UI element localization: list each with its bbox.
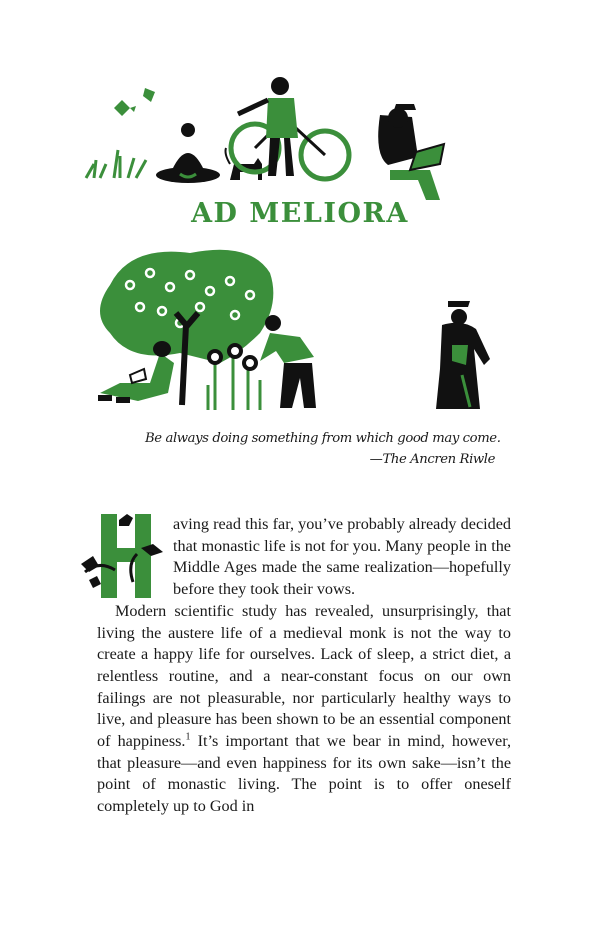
person-tending-flowers-icon [260, 315, 316, 408]
top-illustration [80, 70, 460, 200]
drop-cap [79, 510, 167, 600]
person-sketching-icon [378, 104, 444, 200]
paragraph-2-part-b: It’s important that we bear in mind, however, that pleasure—and even happiness for its own sake—isn’t the point of monastic living. The point is to offer oneself completely up to God in [97, 732, 512, 816]
chapter-title: AD MELIORA [191, 198, 409, 229]
body-text [97, 514, 511, 818]
butterfly-icon [114, 88, 155, 116]
epigraph [145, 428, 505, 470]
epigraph-attribution: —The Ancren Riwle [369, 452, 495, 467]
grass-icon [86, 150, 146, 178]
meditating-person-icon [156, 123, 220, 183]
bottom-illustration [90, 245, 510, 415]
walking-monk-icon [436, 301, 490, 409]
paragraph-1: aving read this far, you’ve probably already decided that monastic life is not for you. Many people in the Middle Ages made the same realization—hopefully before they took their vows. [173, 515, 511, 599]
footnote-ref[interactable]: 1 [185, 731, 191, 743]
paragraph-2-part-a: Modern scientific study has revealed, unsurprisingly, that living the austere life of a medieval monk is not the way to create a happy life for ourselves. Lack of sleep, a strict diet, a relentless routine, and a near-constant focus on our own failings are not pleasurable, nor particularly healthy ways to live, and pleasure has been shown to be an essential component of happiness. [97, 601, 511, 751]
epigraph-text: Be always doing something from which good may come. [145, 431, 501, 446]
